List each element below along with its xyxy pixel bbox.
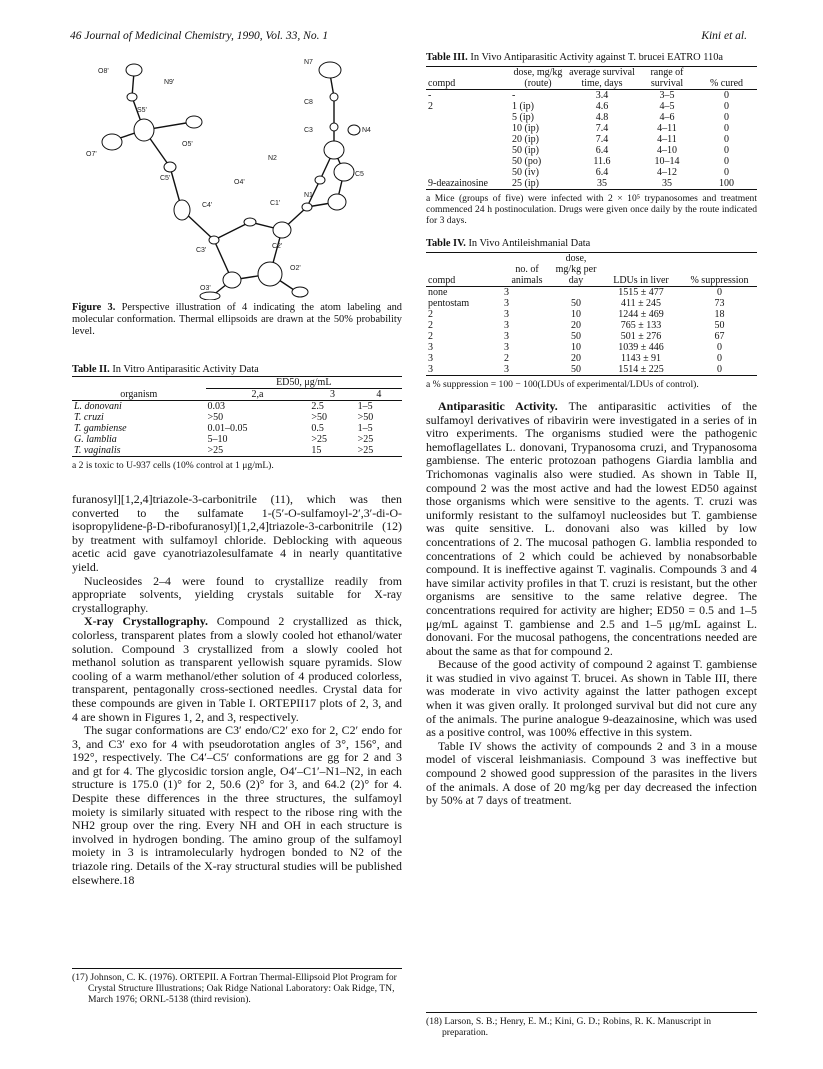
- table-2-grid: [72, 376, 402, 457]
- section-heading: X-ray Crystallography.: [84, 614, 209, 629]
- table-4-grid: [426, 252, 757, 376]
- table-4-footnote: a % suppression = 100 − 100(LDUs of experimental/LDUs of control).: [426, 379, 699, 390]
- table-2-title: Table II. In Vitro Antiparasitic Activity Data: [72, 364, 259, 375]
- figure-3-caption: [72, 302, 402, 338]
- figure-3-caption-text: Perspective illustration of 4 indicating the atom labeling and molecular conformation. Thermal ellipsoids are drawn at the 50% probability level.: [72, 302, 403, 337]
- footnote-ref-18: (18) Larson, S. B.; Henry, E. M.; Kini, G. D.; Robins, R. K. Manuscript in preparation.: [426, 1012, 757, 1038]
- table-row: 3 3 10 1039 ± 446 0: [428, 342, 722, 353]
- atom-label: C4': [202, 202, 213, 209]
- table-header-cell: dose, mg/kg per day: [555, 253, 597, 286]
- table-row: 5 (ip) 4.8 4–6 0: [512, 112, 729, 123]
- table-4: [426, 238, 757, 390]
- table-3-title: Table III. In Vivo Antiparasitic Activity against T. brucei EATRO 110a: [426, 52, 724, 63]
- atom-label: N2: [268, 155, 277, 162]
- left-body-text: [72, 493, 402, 887]
- table-row: 9-deazainosine 25 (ip) 35 35 100: [426, 178, 757, 190]
- atom-label: C2': [272, 243, 283, 250]
- footnote-ref-17: (17) Johnson, C. K. (1976). ORTEPII. A Fortran Thermal-Ellipsoid Plot Program for Crystal Structure Illustrations; Oak Ridge National Laboratory: Oak Ridge, TN, March 1976; ORNL-5138 (third revision).: [72, 968, 402, 1005]
- paragraph: Because of the good activity of compound 2 against T. gambiense it was studied in vivo against T. brucei. As shown in Table III, there was moderate in vivo activity against the latter pathogen except when it was given orally. It prolonged survival but did not cure any of the animals. The purine analogue 9-deazainosine, which was used as a positive control, was 100% effective in this system.: [426, 657, 757, 740]
- table-row: pentostam 3 50 411 ± 245 73: [428, 298, 725, 309]
- table-header-cell: % cured: [709, 78, 744, 89]
- table-2-footnote: a 2 is toxic to U-937 cells (10% control at 1 μg/mL).: [72, 460, 274, 471]
- atom-label: N9': [164, 79, 175, 86]
- table-header-cell: 4: [376, 389, 382, 400]
- table-3-footnote: a Mice (groups of five) were infected with 2 × 10⁵ trypanosomes and treatment commenced 24 h postinoculation. Drugs were given once daily by the route indicated for 3 days.: [426, 193, 757, 226]
- atom-label: N4: [362, 127, 371, 134]
- table-header-cell: % suppression: [690, 275, 749, 286]
- table-header-cell: organism: [120, 389, 158, 400]
- table-row: none 3 1515 ± 477 0: [428, 287, 722, 298]
- running-header-left: 46 Journal of Medicinal Chemistry, 1990, Vol. 33, No. 1: [70, 30, 329, 42]
- table-4-title: Table IV. In Vivo Antileishmanial Data: [426, 238, 591, 249]
- table-row: T. vaginalis >25 15 >25: [72, 445, 402, 457]
- table-row: 2 1 (ip) 4.6 4–5 0: [428, 101, 729, 112]
- table-row: 20 (ip) 7.4 4–11 0: [512, 134, 729, 145]
- table-row: 2 3 20 765 ± 133 50: [428, 320, 725, 331]
- table-header-cell: 3: [329, 389, 335, 400]
- table-header-cell: LDUs in liver: [613, 275, 669, 286]
- table-row: G. lamblia 5–10 >25 >25: [74, 434, 374, 445]
- right-column: [426, 52, 757, 808]
- table-row: 2 3 50 501 ± 276 67: [428, 331, 725, 342]
- atom-label: O8': [98, 68, 109, 75]
- table-row: 3 2 20 1143 ± 91 0: [428, 353, 722, 364]
- table-3: [426, 52, 757, 226]
- atom-label: C3: [304, 127, 313, 134]
- table-header-cell: compd: [428, 275, 456, 286]
- right-body-text: [426, 400, 757, 808]
- table-row: 50 (po) 11.6 10–14 0: [512, 156, 729, 167]
- table-row: T. cruzi >50 >50 >50: [74, 412, 374, 423]
- atom-label: O4': [234, 179, 245, 186]
- atom-label: N1: [304, 192, 313, 199]
- table-header-cell: no. of animals: [511, 264, 543, 286]
- table-header-cell: dose, mg/kg (route): [513, 67, 563, 89]
- paragraph: furanosyl][1,2,4]triazole-3-carbonitrile (11), which was then converted to the sulfamate 1-(5′-O-sulfamoyl-2′,3′-di-O-isopropylidene-β-D-ribofuranosyl)[1,2,4]triazole-3-carbonitrile (12) by treatment with sulfamoyl chloride. Deblocking with aqueous acetic acid gave cyanotriazolesulfamate 4 in nearly quantitative yield.: [72, 492, 402, 574]
- table-2-span-header: ED50, μg/mL: [206, 377, 402, 389]
- paragraph: Table IV shows the activity of compounds 2 and 3 in a mouse model of visceral leishmaniasis. Compound 3 was ineffective but compound 2 showed good suppression of the parasites in the livers of the animals. A dose of 20 mg/kg per day decreased the infection by 50% at 7 days of treatment.: [426, 738, 757, 808]
- paragraph: X-ray Crystallography. Compound 2 crystallized as thick, colorless, transparent plates from a slowly cooled hot ethanol/water solution. Compound 3 crystallized from a slowly cooled hot methanol solution as transparent yellowish square pyramids. Slow cooling of a warm methanol/ether solution of 4 produced colorless, transparent, pentagonally cross-sectioned needles. Crystal data for these compounds are given in Table I. ORTEPII17 plots of 2, 3, and 4 are shown in Figures 1, 2, and 3, respectively.: [72, 614, 402, 724]
- figure-3-label: Figure 3.: [72, 302, 116, 313]
- table-header-cell: compd: [428, 78, 456, 89]
- atom-label: C1': [270, 200, 281, 207]
- table-row: - - 3.4 3–5 0: [428, 90, 729, 101]
- table-row: T. gambiense 0.01–0.05 0.5 1–5: [74, 423, 373, 434]
- atom-label: O5': [182, 141, 193, 148]
- table-row: 3 3 50 1514 ± 225 0: [426, 364, 757, 376]
- atom-label: S5': [137, 107, 147, 114]
- atom-label: O7': [86, 151, 97, 158]
- atom-label: O3': [200, 285, 211, 292]
- left-column: [72, 52, 402, 887]
- atom-label: C8: [304, 99, 313, 106]
- atom-label: C5': [160, 175, 171, 182]
- table-header-cell: range of survival: [650, 67, 684, 89]
- table-row: L. donovani 0.03 2.5 1–5: [74, 401, 373, 412]
- table-2: [72, 364, 402, 471]
- atom-label: C3': [196, 247, 207, 254]
- table-3-grid: [426, 66, 757, 190]
- figure-3-ortep: [72, 52, 402, 300]
- running-header-right: Kini et al.: [701, 30, 747, 42]
- table-row: 2 3 10 1244 ± 469 18: [428, 309, 725, 320]
- atom-label: O2': [290, 265, 301, 272]
- table-row: 50 (ip) 6.4 4–10 0: [512, 145, 729, 156]
- paragraph: Nucleosides 2–4 were found to crystallize readily from appropriate solvents, yielding crystals suitable for X-ray crystallography.: [72, 573, 402, 615]
- table-row: 10 (ip) 7.4 4–11 0: [512, 123, 729, 134]
- atom-label: C5: [355, 171, 364, 178]
- table-header-cell: 2,a: [251, 389, 264, 400]
- table-header-cell: average survival time, days: [569, 67, 635, 89]
- section-heading: Antiparasitic Activity.: [438, 399, 558, 413]
- ortep-drawing: [72, 52, 402, 300]
- atom-label: N7: [304, 59, 313, 66]
- paragraph: Antiparasitic Activity. The antiparasitic activities of the sulfamoyl derivatives of ribavirin were investigated in a series of in vitro experiments. The organisms studied were the pathogenic hemoflagellates L. donovani, Trypanosoma cruzi, and Trypanosoma gambiense. The enteric protozoan pathogens Giardia lamblia and Trichomonas vaginalis also were studied. As shown in Table II, compound 2 was the most active and had the lowest ED50 against those organisms which were sensitive to the agents. T. cruzi was uniformly resistant to the sulfamoyl nucleosides but T. gambiense was quite sensitive. L. donovani also was killed by low concentrations of 2. The mucosal pathogen G. lamblia responded to concentrations of 2 which could be achieved by nonabsorbable compound. It is ineffective against T. vaginalis. Compounds 3 and 4 have similar activity profiles in that T. cruzi is resistant, but the other organisms are sensitive to the same relative degree. The concentrations required for activity are higher; ED50 = 0.5 and 1–5 μg/mL against T. gambiense and 2.5 and 1–5 μg/mL against L. donovani. For the mucosal pathogens, the concentrations needed are about the same as that for compound 2.: [426, 399, 757, 658]
- paragraph: The sugar conformations are C3′ endo/C2′ exo for 2, C2′ endo for 3, and C3′ exo for 4 with pseudorotation angles of 3°, 156°, and 192°, respectively. The C4′–C5′ conformations are gg for 2 and 3 and gt for 4. The glycosidic torsion angle, O4′–C1′–N1–N2, in each structure is 175.0 (1)° for 2, 50.6 (2)° for 3, and 64.2 (2)° for 4. Despite these differences in the three structures, the sulfamoyl moiety is similarly situated with respect to the ribose ring with the NH2 group over the ring. Every NH and OH in each structure is involved in hydrogen bonding. The amino group of the sulfamoyl moiety in 3 is intramolecularly hydrogen bonded to N2 of the triazole ring. Details of the X-ray structural studies will be published elsewhere.18: [72, 723, 402, 887]
- table-row: 50 (iv) 6.4 4–12 0: [512, 167, 729, 178]
